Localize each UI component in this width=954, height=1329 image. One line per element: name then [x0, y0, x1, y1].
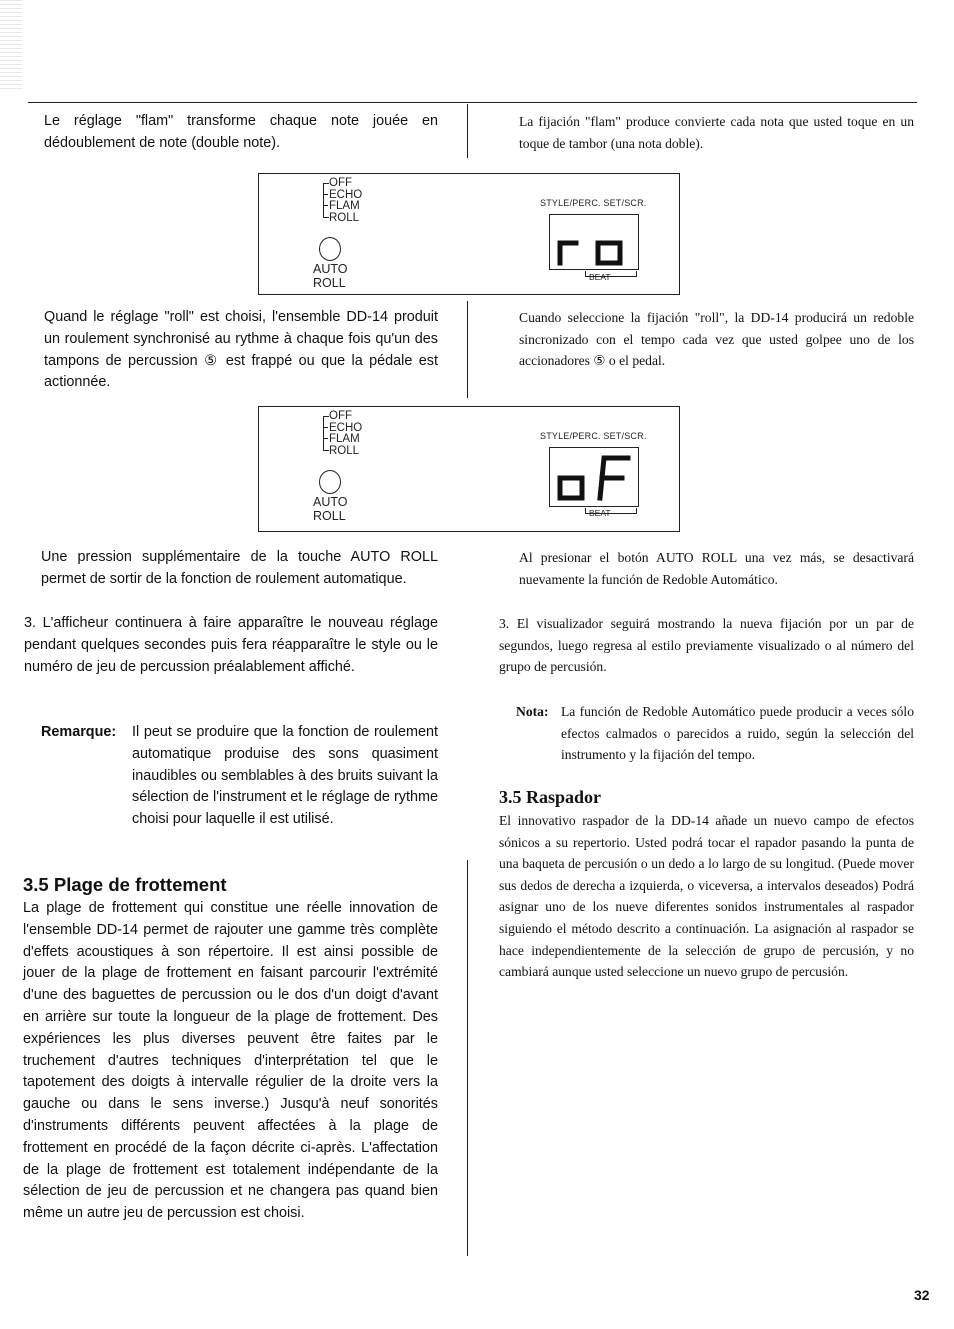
es-exit-text: Al presionar el botón AUTO ROLL una vez más, se desactivará nuevamente la función de Redoble Automático.	[519, 550, 914, 587]
option-roll: ROLL	[329, 211, 360, 224]
divider	[467, 301, 468, 398]
option-roll: ROLL	[329, 444, 360, 457]
option-echo: ECHO	[329, 421, 363, 434]
auto-roll-label-1: AUTO	[313, 495, 348, 509]
lcd-segments-ro	[550, 215, 638, 269]
auto-roll-label-1: AUTO	[313, 262, 348, 276]
display-label: STYLE/PERC. SET/SCR.	[540, 431, 647, 441]
auto-roll-diagram-roll	[258, 173, 680, 295]
fr-roll-text: Quand le réglage "roll" est choisi, l'ensemble DD-14 produit un roulement synchronisé au rythme à chaque fois qu'un des tampons de percussion ⑤ est frappé ou que la pédale est actionnée.	[44, 309, 438, 391]
option-flam: FLAM	[329, 433, 360, 445]
lcd-display	[549, 447, 639, 507]
auto-roll-label-2: ROLL	[313, 276, 346, 290]
page-number: 32	[914, 1287, 930, 1303]
es-note-label: Nota:	[516, 704, 549, 719]
fr-flam-text: Le réglage "flam" transforme chaque note jouée en dédoublement de note (double note).	[44, 113, 438, 151]
auto-roll-label-2: ROLL	[313, 509, 346, 523]
scan-artifact	[0, 0, 22, 90]
fr-note-text: Il peut se produire que la fonction de roulement automatique produise des sons quasiment inaudibles ou semblables à des bruits suivant la sélection de l'instrument et le réglage de rythme choisi pour laquelle il est utilisé.	[132, 724, 438, 828]
lcd-segments-of	[550, 448, 638, 506]
mode-options-list	[329, 411, 362, 457]
auto-roll-button-icon	[319, 237, 341, 261]
beat-label: BEAT	[589, 508, 611, 518]
mode-options-list	[329, 178, 362, 224]
fr-section-title: 3.5 Plage de frottement	[23, 874, 227, 895]
fr-note-label: Remarque:	[41, 724, 117, 740]
es-section-body: El innovativo raspador de la DD-14 añade un nuevo campo de efectos sónicos a su repertorio. Usted podrá tocar el rapador pasando la punta de una baqueta de percusión o un dedo a lo largo de su longitud. (Puede mover sus dedos de derecha a izquierda, o viceversa, a intervalos deseados) Podrá asignar uno de los nueve diferentes sonidos instrumentales al raspador siguiendo el método descrito a continuación. La asignación al raspador se hace independientemente de la selección de grupo de percusión, y no cambiará aunque usted seleccione un nuevo grupo de percusión.	[499, 813, 914, 980]
auto-roll-button-icon	[319, 470, 341, 494]
divider	[467, 860, 468, 1256]
fr-exit-text: Une pression supplémentaire de la touche AUTO ROLL permet de sortir de la fonction de roulement automatique.	[41, 549, 438, 587]
beat-label: BEAT	[589, 272, 611, 282]
es-note-text: La función de Redoble Automático puede producir a veces sólo efectos calmados o parecidos a ruido, según la selección del instrumento y la fijación del tempo.	[561, 704, 914, 763]
option-off: OFF	[329, 177, 352, 189]
option-off: OFF	[329, 410, 352, 422]
fr-section-body: La plage de frottement qui constitue une réelle innovation de l'ensemble DD-14 permet de rajouter une gamme très complète d'effets acoustiques à son répertoire. Il est ainsi possible de jouer de la plage de frottement en faisant parcourir l'extrémité d'une des baguettes de percussion ou le dos d'un doigt d'avant en arrière sur toute la longueur de la plage de frottement. Des expériences les plus diverses peuvent être faites par le truchement d'autres techniques d'interprétation tel que le tapotement des doigts à intervalle régulier de la droite vers la gauche ou dans le sens inverse.) Jusqu'à neuf sonorités d'instruments différents peuvent affectées à la plage de frottement en procédé de la façon décrite ci-après. L'affectation de la plage de frottement est totalement indépendante de la sélection de jeu de percussion et ne changera pas quand bien même un autre jeu de percussion est choisi.	[23, 900, 438, 1222]
lcd-display	[549, 214, 639, 270]
es-roll-text: Cuando seleccione la fijación "roll", la DD-14 producirá un redoble sincronizado con el tempo cada vez que usted golpee uno de los accionadores ⑤ o el pedal.	[519, 310, 914, 369]
divider	[467, 104, 468, 158]
es-section-title: 3.5 Raspador	[499, 787, 602, 807]
es-flam-text: La fijación "flam" produce convierte cada nota que usted toque en un toque de tambor (una nota doble).	[519, 114, 914, 151]
top-rule	[28, 102, 917, 103]
auto-roll-diagram-off	[258, 406, 680, 532]
display-label: STYLE/PERC. SET/SCR.	[540, 198, 647, 208]
fr-step-3: 3. L'afficheur continuera à faire apparaître le nouveau réglage pendant quelques secondes puis fera réapparaître le style ou le numéro de jeu de percussion préalablement affiché.	[24, 615, 438, 675]
option-flam: FLAM	[329, 200, 360, 212]
es-step-3: 3. El visualizador seguirá mostrando la nueva fijación por un par de segundos, luego regresa al estilo previamente visualizado o al número del grupo de percusión.	[499, 616, 914, 675]
option-echo: ECHO	[329, 188, 363, 201]
